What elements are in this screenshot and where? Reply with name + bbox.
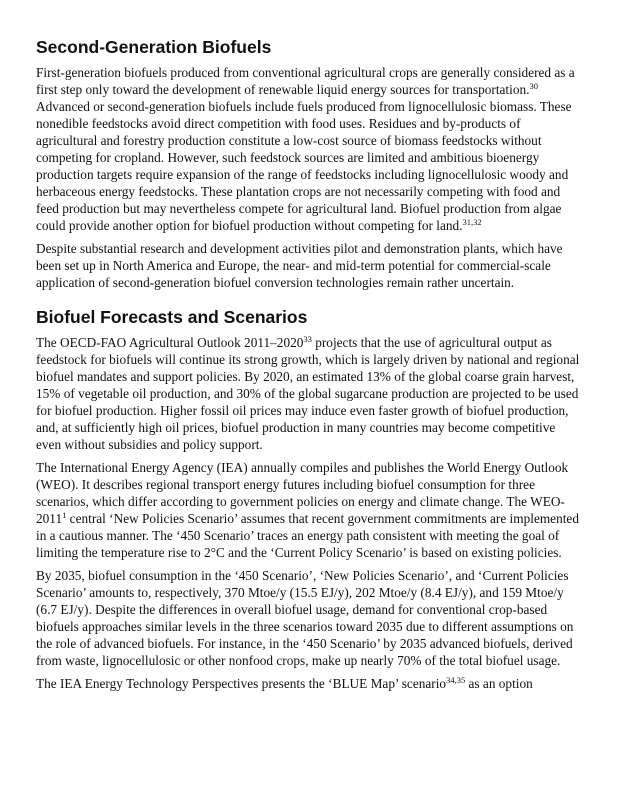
section-heading-biofuel-forecasts: Biofuel Forecasts and Scenarios — [36, 307, 308, 327]
paragraph-text: By 2035, biofuel consumption in the ‘450 Scenario’, ‘New Policies Scenario’, and ‘Current Policies Scenario’ amounts to, respectively, 370 Mtoe/y (15.5 EJ/y), 202 Mtoe/y (8.4 EJ/y), and 159 Mtoe/y (6.7 EJ/y). Despite the differences in overall biofuel usage, demand for conventional crop-based biofuels approaches similar levels in the three scenarios toward 2035 due to different assumptions on the role of advanced biofuels. For instance, in the ‘450 Scenario’ by 2035 advanced biofuels, derived from waste, lignocellulosic or other nonfood crops, make up nearly 70% of the total biofuel usage. — [36, 568, 574, 668]
paragraph-text: The OECD-FAO Agricultural Outlook 2011–2020 — [36, 335, 304, 350]
citation-ref: 33 — [303, 334, 312, 344]
citation-ref: 30 — [529, 81, 538, 91]
citation-ref: 31,32 — [462, 217, 482, 227]
paragraph-text: projects that the use of agricultural output as feedstock for biofuels will continue its strong growth, which is largely driven by national and regional biofuel mandates and support policies. By 2020, an estimated 13% of the global coarse grain harvest, 15% of vegetable oil production, and 30% of the global sugarcane production are projected to be used for biofuel production. Higher fossil oil prices may induce even faster growth of biofuel production, and, at sufficiently high oil prices, biofuel production in many countries may become competitive even without subsidies and policy support. — [36, 335, 580, 452]
paragraph-rd-activities — [36, 240, 581, 291]
paragraph-blue-map — [36, 675, 581, 692]
paragraph-first-generation — [36, 64, 581, 234]
citation-ref: 34,35 — [446, 675, 466, 685]
section-heading-second-generation-biofuels: Second-Generation Biofuels — [36, 37, 272, 57]
citation-ref: 1 — [62, 510, 67, 520]
paragraph-2035-consumption — [36, 567, 581, 669]
document-page — [36, 36, 581, 698]
paragraph-text: The International Energy Agency (IEA) annually compiles and publishes the World Energy Outlook (WEO). It describes regional transport energy futures including biofuel consumption for three scenarios, which differ according to government policies on energy and climate change. The WEO-2011 — [36, 460, 569, 526]
paragraph-text: as an option — [465, 676, 533, 691]
paragraph-text: The IEA Energy Technology Perspectives presents the ‘BLUE Map’ scenario — [36, 676, 447, 691]
paragraph-text: Despite substantial research and development activities pilot and demonstration plants, which have been set up in North America and Europe, the near- and mid-term potential for commercial-scale application of second-generation biofuel conversion technologies remain rather uncertain. — [36, 241, 563, 290]
paragraph-text: Advanced or second-generation biofuels include fuels produced from lignocellulosic biomass. These nonedible feedstocks avoid direct competition with food uses. Residues and by-products of agricultural and forestry production constitute a low-cost source of biomass feedstocks without competing for cropland. However, such feedstock sources are limited and ambitious bioenergy production targets require expansion of the range of feedstocks including lignocellulosic woody and herbaceous energy feedstocks. These plantation crops are not necessarily competing with food and feed production but may nevertheless compete for agricultural land. Biofuel production from algae could provide another option for biofuel production without competing for land. — [36, 99, 572, 233]
paragraph-oecd-fao-outlook — [36, 334, 581, 453]
paragraph-text: First-generation biofuels produced from conventional agricultural crops are generally considered as a first step only toward the development of renewable liquid energy sources for transportation. — [36, 65, 575, 97]
paragraph-iea-weo — [36, 459, 581, 561]
paragraph-text: central ‘New Policies Scenario’ assumes that recent government commitments are implemented in a cautious manner. The ‘450 Scenario’ traces an energy path consistent with meeting the goal of limiting the temperature rise to 2°C and the ‘Current Policy Scenario’ is based on existing policies. — [36, 511, 579, 560]
